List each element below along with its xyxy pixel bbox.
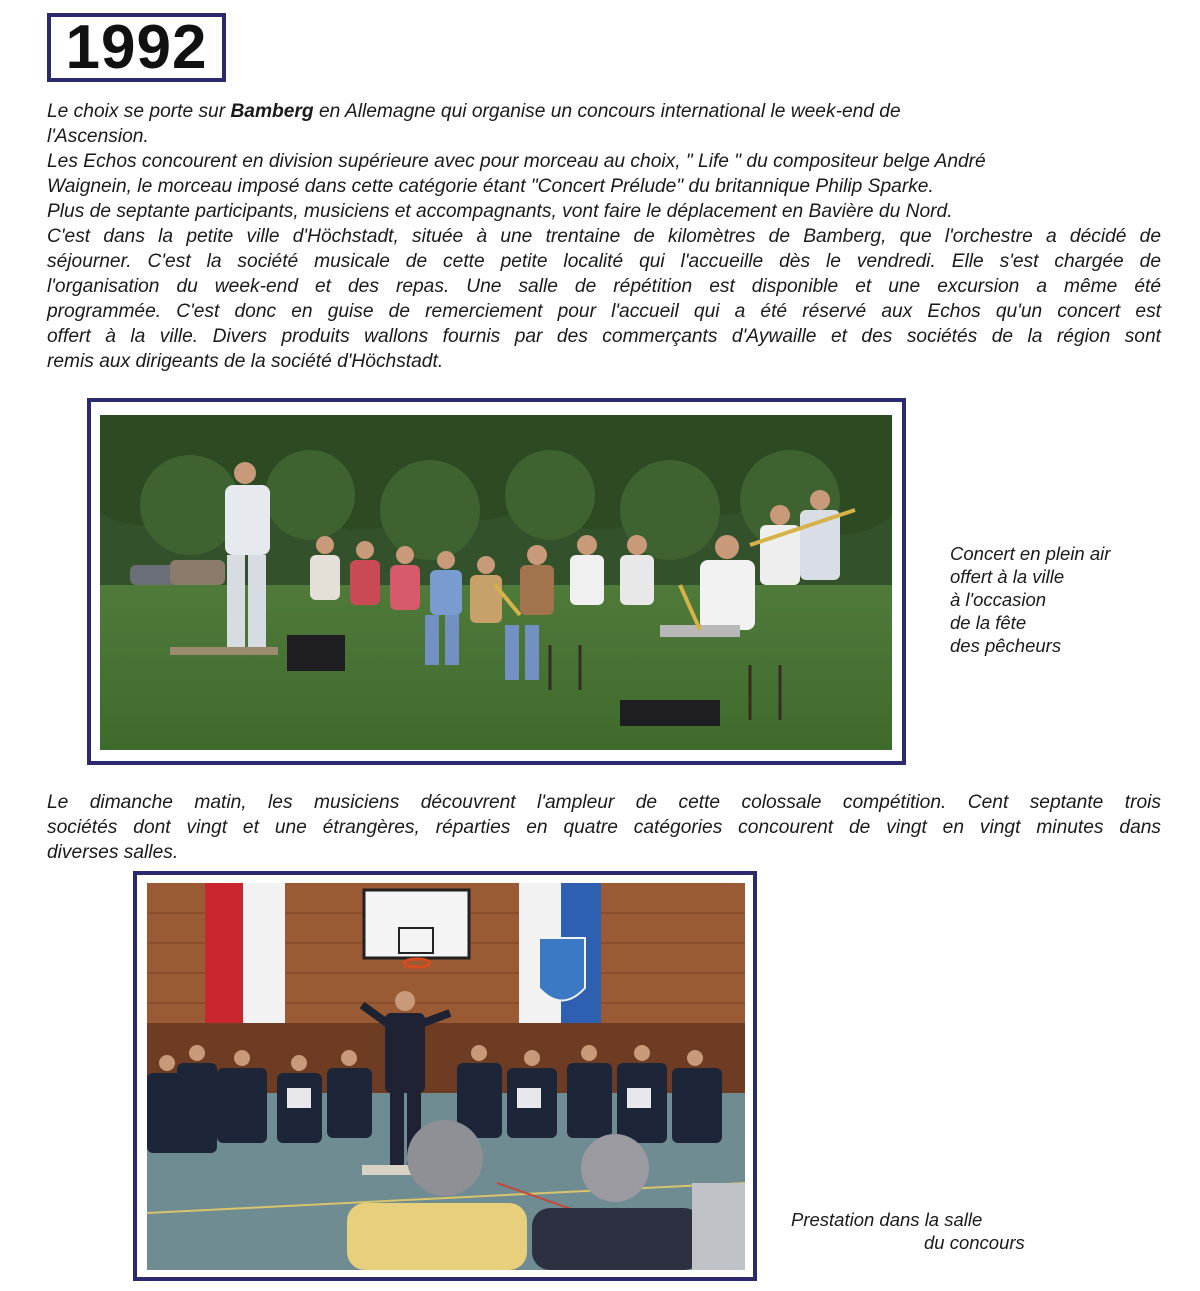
outdoor-concert-photo bbox=[100, 415, 892, 750]
caption-line: Prestation dans la salle bbox=[791, 1209, 983, 1230]
year-heading: 1992 bbox=[65, 12, 208, 82]
hall-performance-photo bbox=[147, 883, 745, 1270]
hall-performance-illustration bbox=[147, 883, 745, 1270]
competition-line-3: diverses salles. bbox=[47, 842, 179, 863]
intro-line-5: Plus de septante participants, musiciens et accompagnants, vont faire le déplacement en Bavière du Nord. bbox=[47, 201, 953, 222]
competition-paragraph bbox=[47, 790, 1161, 865]
caption-line: Concert en plein air bbox=[950, 543, 1111, 564]
intro-paragraph bbox=[47, 99, 1161, 374]
intro-line-10: offert à la ville. Divers produits wallons fournis par des commerçants d'Aywaille et des sociétés de la région sont bbox=[47, 326, 1161, 347]
outdoor-concert-illustration bbox=[100, 415, 892, 750]
caption-line: des pêcheurs bbox=[950, 635, 1062, 656]
competition-line-2: sociétés dont vingt et une étrangères, réparties en quatre catégories concourent de vingt en vingt minutes dans bbox=[47, 817, 1161, 838]
bamberg-bold: Bamberg bbox=[230, 101, 314, 122]
outdoor-concert-photo-frame bbox=[87, 398, 906, 765]
caption-line: du concours bbox=[924, 1232, 1025, 1253]
intro-line-6: C'est dans la petite ville d'Höchstadt, située à une trentaine de kilomètres de Bamberg, que l'orchestre a décidé de bbox=[47, 226, 1161, 247]
intro-line-4: Waignein, le morceau imposé dans cette catégorie étant "Concert Prélude" du britannique Philip Sparke. bbox=[47, 176, 934, 197]
caption-line: offert à la ville bbox=[950, 566, 1065, 587]
intro-line-2: l'Ascension. bbox=[47, 126, 149, 147]
caption-line: à l'occasion bbox=[950, 589, 1047, 610]
hall-performance-photo-frame bbox=[133, 871, 757, 1281]
intro-line-11: remis aux dirigeants de la société d'Höchstadt. bbox=[47, 351, 444, 372]
intro-line-1: Le choix se porte sur Bamberg en Allemagne qui organise un concours international le week-end de bbox=[47, 101, 901, 122]
caption-line: de la fête bbox=[950, 612, 1027, 633]
competition-line-1: Le dimanche matin, les musiciens découvrent l'ampleur de cette colossale compétition. Cent septante trois bbox=[47, 792, 1161, 813]
year-heading-box bbox=[47, 13, 226, 82]
intro-line-3: Les Echos concourent en division supérieure avec pour morceau au choix, " Life " du compositeur belge André bbox=[47, 151, 986, 172]
intro-line-8: l'organisation du week-end et des repas. Une salle de répétition est disponible et une excursion a même été bbox=[47, 276, 1161, 297]
intro-line-7: séjourner. C'est la société musicale de cette petite localité qui l'accueille dès le vendredi. Elle s'est chargée de bbox=[47, 251, 1161, 272]
intro-line-9: programmée. C'est donc en guise de remerciement pour l'accueil qui a été réservé aux Echos qu'un concert est bbox=[47, 301, 1161, 322]
outdoor-concert-caption bbox=[950, 542, 1110, 657]
hall-performance-caption bbox=[791, 1208, 1051, 1254]
